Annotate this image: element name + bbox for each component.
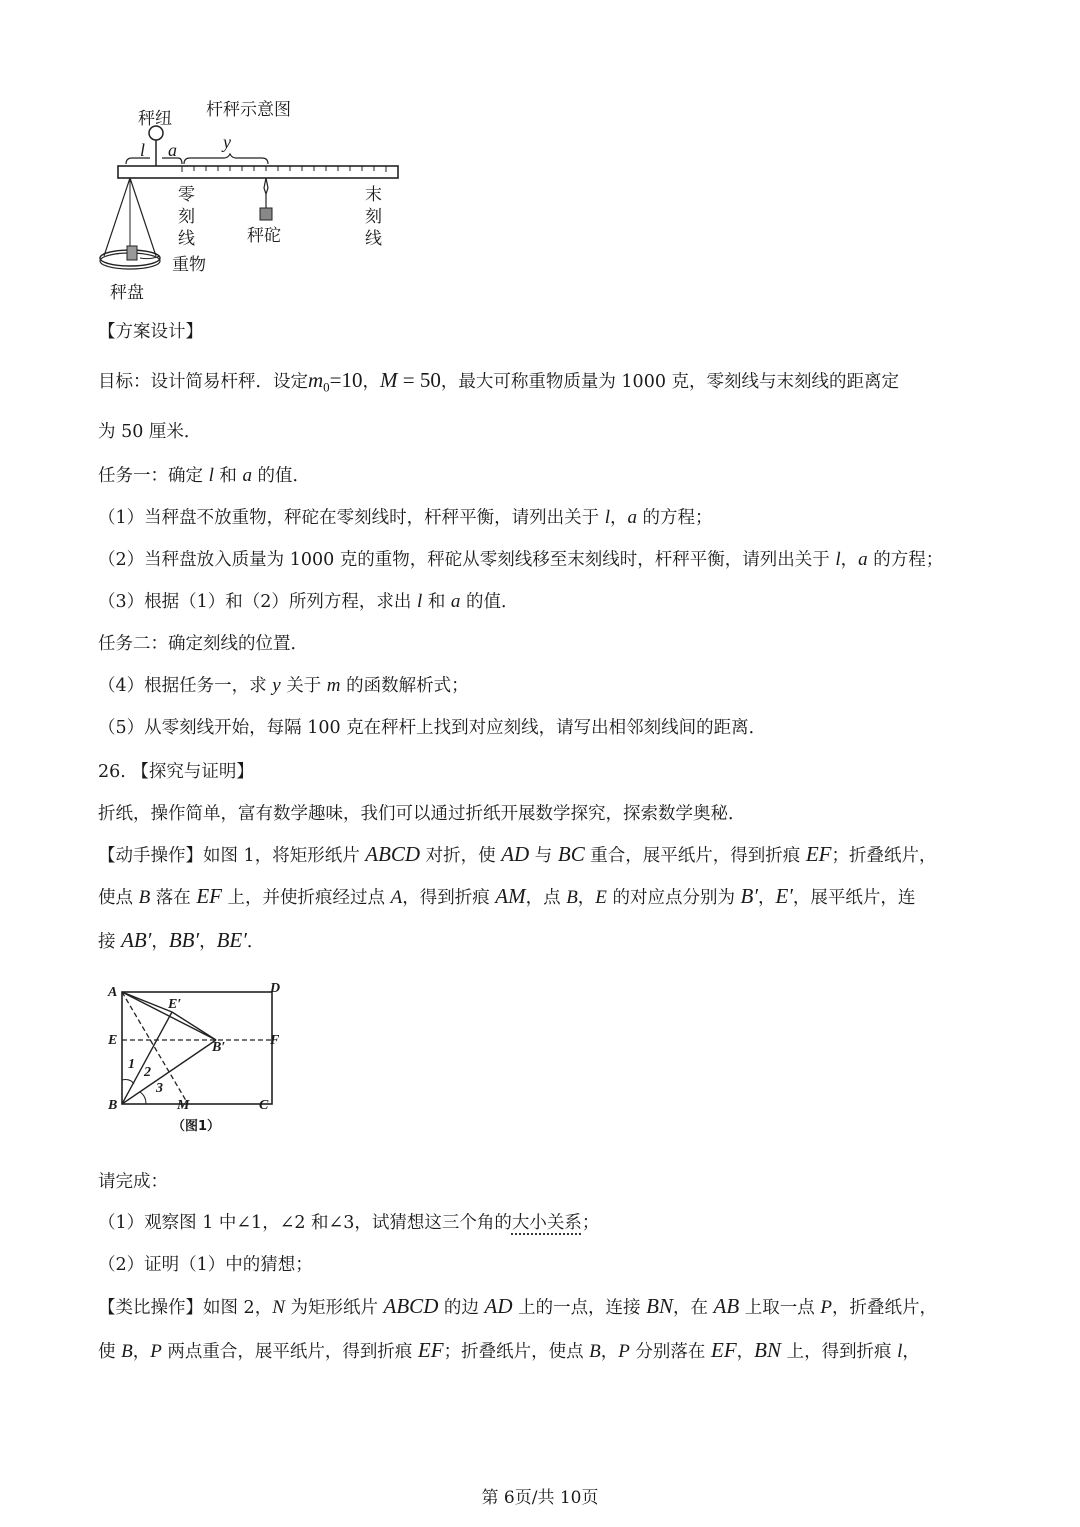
- an2-h: 上，得到折痕: [781, 1342, 898, 1362]
- pt-p: P: [820, 1297, 832, 1318]
- fig1-F: F: [270, 1033, 280, 1048]
- zero-line-label-2: 刻: [178, 207, 195, 227]
- task1-title-a: 任务一：确定: [98, 466, 209, 486]
- task1-q3: [98, 588, 518, 613]
- task1-q1: [98, 504, 713, 529]
- op2-e: ，点: [525, 888, 567, 908]
- fig1-E: E: [108, 1033, 118, 1048]
- an2-e: ，: [600, 1342, 619, 1362]
- q26-heading: 26. 【探究与证明】: [98, 762, 254, 782]
- part-2: （2）证明（1）中的猜想；: [98, 1255, 313, 1275]
- var-l: l: [604, 507, 610, 528]
- op2-h: ，: [757, 888, 776, 908]
- section-design-heading: 【方案设计】: [98, 322, 203, 342]
- var-l: l: [208, 465, 214, 486]
- analog-line1: [98, 1294, 937, 1319]
- pt-b: B: [138, 887, 151, 908]
- q4-b: 关于: [280, 676, 327, 696]
- op3-d: ．: [246, 932, 265, 952]
- op1-a: 【动手操作】如图 1，将矩形纸片: [98, 846, 366, 866]
- q3-c: 的值．: [460, 592, 519, 612]
- var-a: a: [242, 465, 252, 486]
- var-a: a: [858, 549, 868, 570]
- an2-i: ，: [902, 1342, 920, 1362]
- var-l: l: [897, 1341, 903, 1362]
- goal-prefix: 目标：设计简易杆秤．设定: [98, 372, 308, 392]
- pt-b: B: [589, 1341, 601, 1362]
- part-1-a: （1）观察图 1 中∠1，∠2 和∠3，试猜想这三个角的: [98, 1213, 512, 1233]
- an2-c: 两点重合，展平纸片，得到折痕: [161, 1342, 418, 1362]
- m0-symbol: m: [308, 368, 324, 392]
- pt-p: P: [618, 1341, 630, 1362]
- seg-ad: AD: [501, 842, 530, 866]
- task2-q4: [98, 672, 469, 697]
- q26-intro: 折纸，操作简单，富有数学趣味，我们可以通过折纸开展数学探究，探索数学奥秘．: [98, 804, 746, 824]
- pt-p: P: [150, 1341, 162, 1362]
- var-y: y: [272, 675, 281, 696]
- seg-am: AM: [495, 884, 526, 908]
- task1-q2: [98, 546, 943, 571]
- pt-a: A: [390, 887, 403, 908]
- M-value: = 50: [397, 368, 441, 392]
- q26-op-line1: [98, 842, 937, 867]
- task1-title-b: 和: [213, 466, 243, 486]
- label-a: a: [168, 140, 177, 160]
- an1-a: 【类比操作】如图 2，: [98, 1298, 273, 1318]
- seg-bb-prime: BB′: [168, 928, 200, 952]
- m0-value: =10: [329, 368, 363, 392]
- pt-e: E: [595, 887, 607, 908]
- M-symbol: M: [380, 368, 398, 392]
- fig1-D: D: [270, 981, 281, 996]
- fig1-E-prime: E′: [168, 997, 182, 1012]
- an2-a: 使: [98, 1342, 122, 1362]
- pt-e-prime: E′: [775, 884, 793, 908]
- zero-line-label-1: 零: [178, 185, 195, 205]
- q3-a: （3）根据（1）和（2）所列方程，求出: [98, 592, 417, 612]
- fig1-B: B: [108, 1098, 118, 1113]
- rect-abcd: ABCD: [365, 842, 421, 866]
- an2-f: 分别落在: [629, 1342, 711, 1362]
- hook-label: 秤纽: [138, 109, 172, 129]
- label-y: y: [223, 132, 231, 152]
- fig1-C: C: [259, 1098, 269, 1113]
- seg-ef: EF: [711, 1338, 737, 1362]
- seg-ab: AB: [713, 1294, 740, 1318]
- pt-n: N: [272, 1297, 285, 1318]
- op1-d: 重合，展平纸片，得到折痕: [584, 846, 806, 866]
- task2-title: 任务二：确定刻线的位置．: [98, 634, 308, 654]
- an2-d: ；折叠纸片，使点: [443, 1342, 590, 1362]
- seg-bn: BN: [646, 1294, 673, 1318]
- q4-a: （4）根据任务一，求: [98, 676, 273, 696]
- q3-b: 和: [422, 592, 451, 612]
- q2-a: （2）当秤盘放入质量为 1000 克的重物，秤砣从零刻线移至末刻线时，杆秤平衡，请列出关于: [98, 550, 836, 570]
- end-line-label-2: 刻: [365, 207, 382, 227]
- an1-f: 上取一点: [739, 1298, 821, 1318]
- seg-bn: BN: [754, 1338, 781, 1362]
- an1-e: ，在: [672, 1298, 714, 1318]
- fig1-caption: （图1）: [172, 1119, 221, 1134]
- op2-c: 上，并使折痕经过点: [221, 888, 391, 908]
- please-complete: 请完成：: [98, 1172, 168, 1192]
- figure-title: 杆秤示意图: [206, 100, 291, 120]
- seg-ad: AD: [484, 1294, 513, 1318]
- end-line-label-3: 线: [365, 229, 382, 249]
- m0-subscript: 0: [323, 379, 330, 395]
- part-1-b: ；: [581, 1213, 600, 1233]
- fig1-M: M: [177, 1098, 190, 1113]
- q1-b: ，: [609, 508, 628, 528]
- goal-line-2: 为 50 厘米．: [98, 422, 202, 442]
- analog-line2: [98, 1338, 920, 1363]
- seg-ab-prime: AB′: [121, 928, 152, 952]
- part-1: [98, 1209, 599, 1234]
- op2-a: 使点: [98, 888, 139, 908]
- seg-ef: EF: [417, 1338, 444, 1362]
- op1-e: ；折叠纸片，: [831, 846, 937, 866]
- an1-b: 为矩形纸片: [284, 1298, 384, 1318]
- fig1-A: A: [108, 985, 118, 1000]
- task1-title: [98, 462, 310, 487]
- q26-op-line2: [98, 884, 915, 909]
- q2-c: 的方程；: [867, 550, 944, 570]
- goal-line-1: 目标：设计简易杆秤．设定$m_0=10$，M = 50，最大可称重物质量为 1000 克，零刻线与末刻线的距离定: [98, 368, 900, 395]
- op2-d: ，得到折痕: [402, 888, 496, 908]
- an1-g: ，折叠纸片，: [831, 1298, 937, 1318]
- seg-ef: EF: [196, 884, 222, 908]
- an1-c: 的边: [438, 1298, 485, 1318]
- seg-ef: EF: [805, 842, 832, 866]
- end-line-label-1: 末: [365, 185, 382, 205]
- an2-b: ，: [132, 1342, 151, 1362]
- q26-op-line3: [98, 928, 264, 953]
- task1-title-c: 的值．: [251, 466, 311, 486]
- op3-b: ，: [151, 932, 169, 952]
- op3-c: ，: [199, 932, 217, 952]
- an1-d: 上的一点，连接: [512, 1298, 647, 1318]
- seg-bc: BC: [557, 842, 585, 866]
- pt-b: B: [566, 887, 578, 908]
- pan-label: 秤盘: [110, 283, 144, 303]
- label-l: l: [140, 140, 146, 160]
- op1-b: 对折，使: [420, 846, 502, 866]
- op3-a: 接: [98, 932, 122, 952]
- op1-c: 与: [529, 846, 558, 866]
- pt-b: B: [121, 1341, 133, 1362]
- weight-label: 秤砣: [247, 226, 281, 246]
- task2-q5: （5）从零刻线开始，每隔 100 克在秤杆上找到对应刻线，请写出相邻刻线间的距离．: [98, 718, 767, 738]
- part-1-emphasis: 大小关系: [511, 1213, 582, 1233]
- fig1-angle-2: 2: [144, 1065, 151, 1080]
- q1-c: 的方程；: [636, 508, 713, 528]
- seg-be-prime: BE′: [216, 928, 247, 952]
- q2-b: ，: [840, 550, 859, 570]
- op2-b: 落在: [150, 888, 197, 908]
- q4-c: 的函数解析式；: [340, 676, 469, 696]
- q1-a: （1）当秤盘不放重物，秤砣在零刻线时，杆秤平衡，请列出关于: [98, 508, 605, 528]
- var-a: a: [627, 507, 637, 528]
- op2-i: ，展平纸片，连: [792, 888, 916, 908]
- object-label: 重物: [172, 255, 206, 275]
- page-footer: 第 6页/共 10页: [481, 1488, 599, 1508]
- fig1-angle-1: 1: [128, 1057, 135, 1072]
- op2-f: ，: [577, 888, 596, 908]
- fig1-B-prime: B′: [212, 1040, 226, 1055]
- var-l: l: [835, 549, 841, 570]
- goal-suffix: ，最大可称重物质量为 1000 克，零刻线与末刻线的距离定: [440, 372, 900, 392]
- var-m: m: [326, 675, 341, 696]
- zero-line-label-3: 线: [178, 229, 195, 249]
- an2-g: ，: [736, 1342, 755, 1362]
- fig1-angle-3: 3: [156, 1081, 163, 1096]
- pt-b-prime: B′: [740, 884, 758, 908]
- op2-g: 的对应点分别为: [606, 888, 741, 908]
- var-a: a: [450, 591, 461, 612]
- rect-abcd: ABCD: [383, 1294, 439, 1318]
- var-l: l: [416, 591, 423, 612]
